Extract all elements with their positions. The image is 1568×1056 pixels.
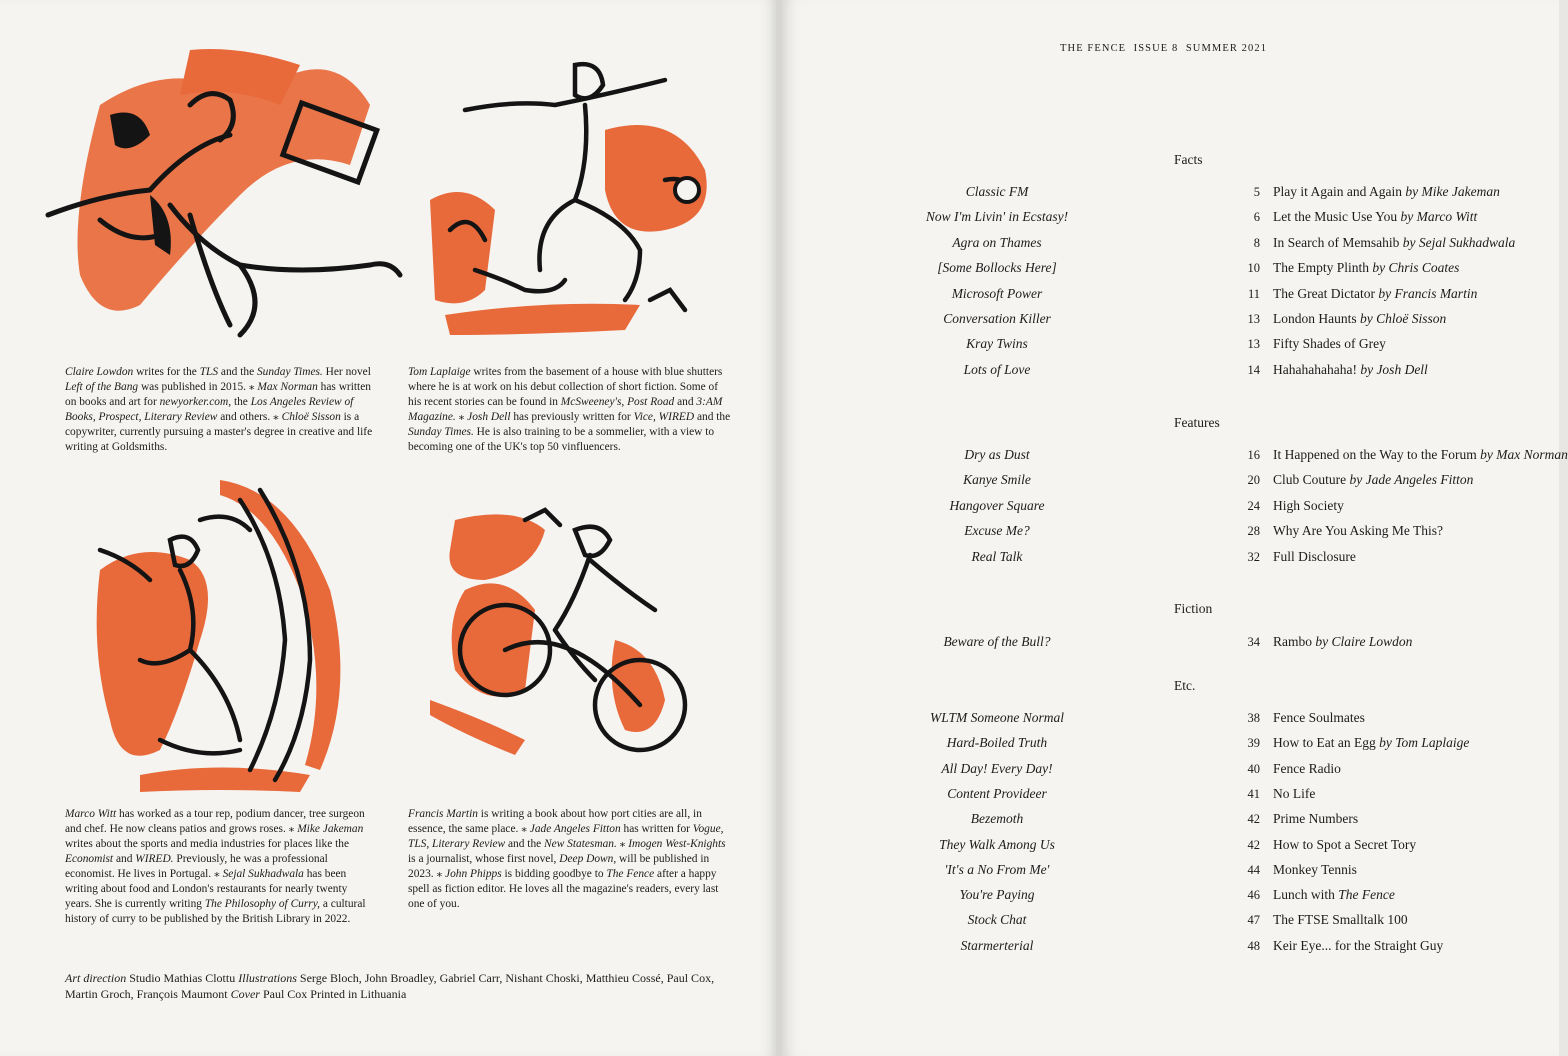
entry-title-text: How to Spot a Secret Tory — [1273, 836, 1417, 852]
entry-title-text: Prime Numbers — [1273, 811, 1359, 827]
contents-entry — [902, 472, 1542, 492]
entry-title-text: No Life — [1273, 785, 1316, 801]
entry-page-number: 32 — [1247, 549, 1260, 564]
entry-byline: The Fence — [1338, 887, 1395, 903]
entry-title — [1273, 912, 1408, 928]
contents-entry — [902, 837, 1542, 857]
entry-title-text: The Empty Plinth — [1273, 260, 1373, 276]
credit-role: Illustrations — [238, 971, 297, 985]
entry-page-number: 40 — [1247, 761, 1260, 776]
entry-page-number: 5 — [1253, 185, 1260, 199]
entry-title-text: Full Disclosure — [1273, 548, 1356, 564]
entry-title — [1273, 862, 1357, 878]
entry-alt-title: Now I'm Livin' in Ecstasy! — [925, 209, 1069, 225]
entry-page-number: 24 — [1247, 498, 1260, 513]
entry-title — [1273, 260, 1459, 276]
contents-entry — [902, 311, 1542, 331]
entry-alt-title: Agra on Thames — [952, 234, 1042, 250]
entry-title — [1273, 761, 1341, 777]
entry-title-text: High Society — [1273, 497, 1344, 513]
entry-byline: by Claire Lowdon — [1315, 634, 1413, 649]
entry-page-number: 41 — [1247, 786, 1260, 801]
entry-page-number: 14 — [1247, 362, 1260, 377]
contents-entry — [902, 260, 1542, 280]
entry-page-number: 13 — [1247, 337, 1260, 352]
entry-alt-title: Classic FM — [965, 184, 1029, 199]
entry-title-text: The FTSE Smalltalk 100 — [1273, 912, 1408, 928]
entry-page-number: 42 — [1247, 812, 1260, 827]
entry-page-number: 13 — [1247, 312, 1260, 326]
entry-alt-title: Starmerterial — [960, 937, 1034, 953]
entry-title — [1273, 311, 1446, 327]
entry-alt-title: Beware of the Bull? — [943, 634, 1051, 649]
entry-alt-title: Content Provideer — [947, 785, 1047, 801]
entry-title-text: London Haunts — [1273, 311, 1360, 326]
entry-page-number: 47 — [1247, 913, 1260, 928]
entry-byline: by Mike Jakeman — [1405, 184, 1500, 199]
entry-alt-title: Real Talk — [971, 548, 1023, 564]
section-heading: Etc. — [1174, 678, 1196, 693]
bio-block-4: Francis Martin is writing a book about how port cities are all, in essence, the same place. ⁎ Jade Angeles Fitton has written for Vogue, TLS, Literary Review and the New Statesman. ⁎ Imogen West-Knights is a journalist, whose first novel, Deep Down, will be published in 2023. ⁎ John Phipps is bidding goodbye to The Fence after a happy spell as fiction editor. He loves all the magazine's readers, every last one of you. — [408, 808, 726, 910]
contents-entry — [902, 286, 1542, 306]
entry-byline: by Chris Coates — [1372, 260, 1460, 276]
illustration-spinning-figure — [80, 470, 370, 795]
illustration-dancer — [425, 50, 725, 345]
contents-entry — [902, 786, 1542, 806]
section-heading: Facts — [1174, 152, 1203, 167]
entry-page-number: 8 — [1253, 235, 1260, 250]
contents-entry — [902, 549, 1542, 569]
entry-title — [1273, 938, 1443, 954]
entry-title — [1273, 634, 1412, 650]
contents-entry — [902, 447, 1568, 467]
entry-title-text: Let the Music Use You — [1273, 209, 1401, 225]
entry-title — [1273, 498, 1344, 514]
contents-entry — [902, 362, 1542, 382]
entry-title-text: Keir Eye... for the Straight Guy — [1273, 937, 1444, 953]
entry-alt-title: 'It's a No From Me' — [944, 861, 1050, 877]
entry-page-number: 46 — [1247, 888, 1260, 903]
entry-alt-title: Hangover Square — [949, 497, 1045, 513]
entry-title — [1273, 362, 1428, 378]
entry-alt-title: All Day! Every Day! — [941, 760, 1053, 776]
entry-alt-title: Bezemoth — [970, 811, 1024, 827]
entry-page-number: 44 — [1247, 862, 1260, 877]
contents-entry — [902, 912, 1542, 932]
entry-page-number: 16 — [1247, 448, 1260, 462]
section-heading: Fiction — [1174, 601, 1213, 616]
entry-title — [1273, 336, 1386, 352]
contents-entry — [902, 523, 1542, 543]
entry-page-number: 28 — [1247, 524, 1260, 539]
entry-title — [1273, 549, 1356, 565]
contents-entry — [902, 761, 1542, 781]
entry-title-text: It Happened on the Way to the Forum — [1273, 447, 1481, 462]
entry-byline: by Max Norman — [1480, 447, 1568, 462]
illustration-cyclist — [425, 500, 690, 790]
entry-alt-title: Lots of Love — [963, 361, 1031, 377]
bio-block-1: Claire Lowdon writes for the TLS and the Sunday Times. Her novel Left of the Bang was published in 2015. ⁎ Max Norman has written on books and art for newyorker.com, the Los Angeles Review of Books, Prospect, Literary Review and others. ⁎ Chloë Sisson is a copywriter, currently pursuing a master's degree in creative and life writing at Goldsmiths. — [65, 366, 373, 453]
entry-alt-title: Conversation Killer — [943, 311, 1051, 326]
entry-title — [1273, 447, 1568, 463]
section-heading: Features — [1174, 415, 1220, 430]
contents-entry — [902, 184, 1542, 204]
entry-title-text: Monkey Tennis — [1273, 861, 1357, 877]
right-page-contents — [782, 0, 1568, 1056]
illustration-boombox-figure — [40, 45, 405, 350]
contents-entry — [902, 710, 1542, 730]
entry-byline: by Francis Martin — [1378, 285, 1478, 301]
bio-block-2: Tom Laplaige writes from the basement of a house with blue shutters where he is at work on his debut collection of short fiction. Some of his recent stories can be found in McSweeney's, Post Road and 3:AM Magazine. ⁎ Josh Dell has previously written for Vice, WIRED and the Sunday Times. He is also training to be a sommelier, with a view to becoming one of the UK's top 50 vinfluencers. — [408, 366, 731, 453]
entry-title — [1273, 811, 1358, 827]
entry-byline: by Marco Witt — [1400, 209, 1478, 225]
entry-title — [1273, 887, 1395, 903]
entry-byline: by Josh Dell — [1360, 361, 1428, 377]
entry-page-number: 39 — [1247, 736, 1260, 751]
entry-byline: by Sejal Sukhadwala — [1402, 234, 1516, 250]
entry-page-number: 34 — [1247, 635, 1260, 649]
contents-entry — [902, 735, 1542, 755]
contents-entry — [902, 938, 1542, 958]
entry-byline: by Chloë Sisson — [1360, 311, 1447, 326]
entry-alt-title: Kanye Smile — [963, 472, 1031, 488]
entry-alt-title: Dry as Dust — [964, 447, 1030, 462]
contents-entry — [902, 235, 1542, 255]
entry-alt-title: Stock Chat — [967, 912, 1027, 928]
entry-title-text: Club Couture — [1273, 472, 1350, 488]
entry-page-number: 42 — [1247, 837, 1260, 852]
credit-role: Art direction — [65, 971, 127, 985]
entry-title — [1273, 472, 1473, 488]
credits: Art direction Studio Mathias Clottu Illustrations Serge Bloch, John Broadley, Gabriel Carr, Nishant Choski, Matthieu Cossé, Paul Cox, Martin Groch, François Maumont Cover Paul Cox Printed in Lithuania — [65, 971, 715, 1001]
entry-title-text: Fifty Shades of Grey — [1273, 336, 1386, 352]
entry-alt-title: Hard-Boiled Truth — [946, 735, 1048, 751]
running-head: THE FENCE ISSUE 8 SUMMER 2021 — [1060, 43, 1268, 54]
entry-alt-title: WLTM Someone Normal — [930, 710, 1064, 725]
entry-page-number: 48 — [1247, 938, 1260, 953]
entry-alt-title: [Some Bollocks Here] — [937, 260, 1057, 276]
contents-entry — [902, 634, 1542, 654]
entry-title-text: Rambo — [1273, 634, 1316, 649]
entry-title — [1273, 184, 1500, 200]
entry-byline: by Jade Angeles Fitton — [1349, 472, 1474, 488]
entry-title-text: Hahahahahaha! — [1273, 361, 1361, 377]
entry-title-text: Fence Soulmates — [1273, 710, 1365, 725]
entry-title — [1273, 837, 1416, 853]
entry-title-text: The Great Dictator — [1273, 285, 1379, 301]
bio-block-3: Marco Witt has worked as a tour rep, podium dancer, tree surgeon and chef. He now cleans patios and grows roses. ⁎ Mike Jakeman writes about the sports and media industries for places like the Economist and WIRED. Previously, he was a professional economist. He lives in Portugal. ⁎ Sejal Sukhadwala has been writing about food and London's restaurants for nearly twenty years. She is currently writing The Philosophy of Curry, a cultural history of curry to be published by the British Library in 2022. — [65, 808, 366, 925]
entry-title-text: Why Are You Asking Me This? — [1273, 523, 1444, 539]
entry-title — [1273, 209, 1477, 225]
entry-title — [1273, 235, 1515, 251]
contents-entry — [902, 209, 1542, 229]
entry-alt-title: Microsoft Power — [951, 285, 1043, 301]
entry-title — [1273, 735, 1469, 751]
entry-title-text: How to Eat an Egg — [1273, 735, 1380, 751]
entry-page-number: 10 — [1247, 261, 1260, 276]
entry-title — [1273, 286, 1477, 302]
contents-entry — [902, 862, 1542, 882]
entry-title-text: Play it Again and Again — [1273, 184, 1406, 199]
entry-title-text: In Search of Memsahib — [1273, 234, 1403, 250]
credit-role: Cover — [230, 987, 260, 1001]
entry-page-number: 38 — [1247, 711, 1260, 725]
entry-page-number: 6 — [1253, 210, 1260, 225]
entry-page-number: 11 — [1247, 286, 1260, 301]
entry-byline: by Tom Laplaige — [1379, 735, 1470, 751]
entry-title-text: Fence Radio — [1273, 760, 1341, 776]
entry-page-number: 20 — [1247, 473, 1260, 488]
entry-title — [1273, 786, 1315, 802]
entry-title — [1273, 710, 1365, 726]
contents-entry — [902, 336, 1542, 356]
contents-entry — [902, 887, 1542, 907]
contents-entry — [902, 498, 1542, 518]
entry-alt-title: They Walk Among Us — [939, 836, 1055, 852]
left-page — [0, 0, 778, 1056]
contents-entry — [902, 811, 1542, 831]
entry-alt-title: You're Paying — [959, 887, 1035, 903]
entry-title — [1273, 523, 1443, 539]
entry-alt-title: Excuse Me? — [964, 523, 1030, 539]
entry-title-text: Lunch with — [1273, 887, 1339, 903]
entry-alt-title: Kray Twins — [966, 336, 1028, 352]
